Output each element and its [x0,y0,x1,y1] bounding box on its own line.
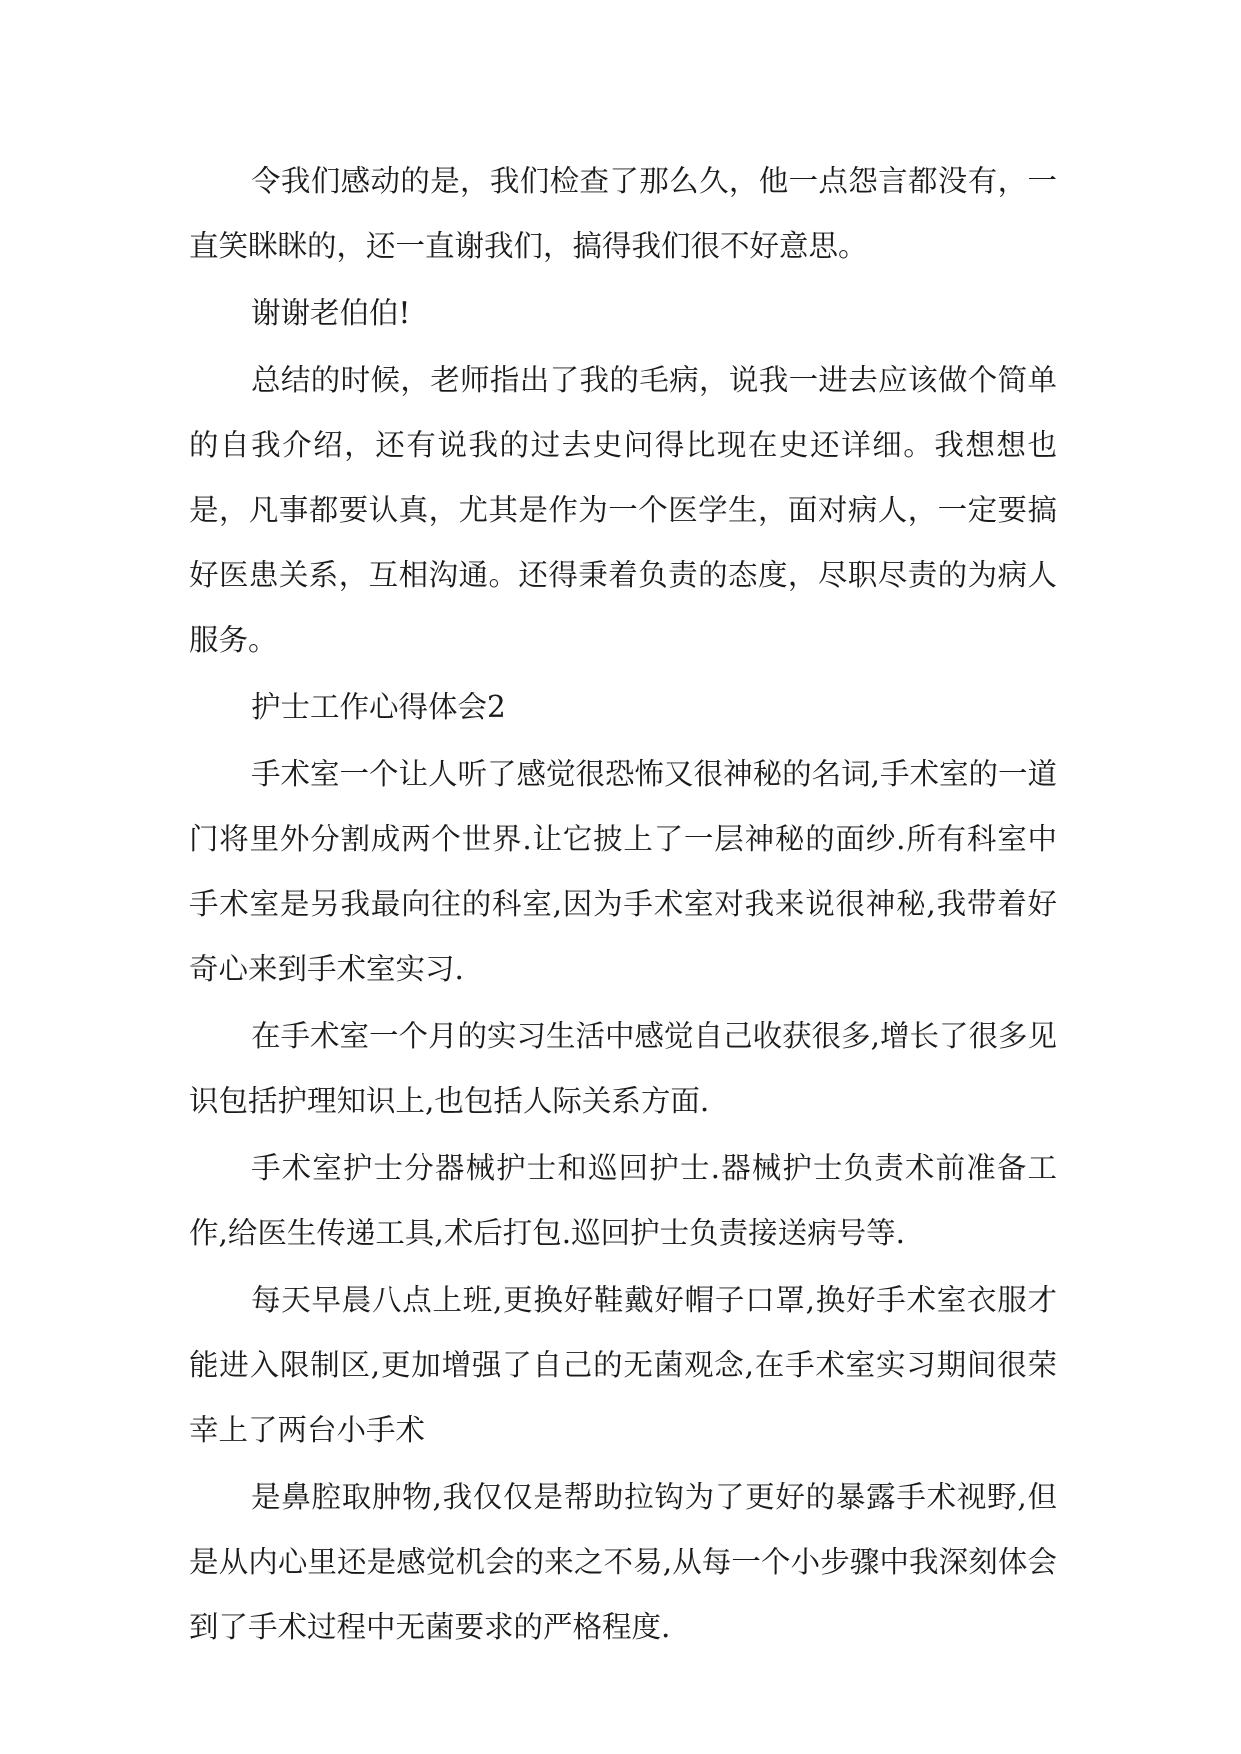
paragraph-7: 每天早晨八点上班,更换好鞋戴好帽子口罩,换好手术室衣服才能进入限制区,更加增强了自己的无菌观念,在手术室实习期间很荣幸上了两台小手术 [189,1283,1057,1447]
paragraph-1: 令我们感动的是，我们检查了那么久，他一点怨言都没有，一直笑眯眯的，还一直谢我们，搞得我们很不好意思。 [189,164,1057,263]
paragraph-2: 谢谢老伯伯! [251,296,411,330]
paragraph-3: 总结的时候，老师指出了我的毛病，说我一进去应该做个简单的自我介绍，还有说我的过去史问得比现在史还详细。我想想也是，凡事都要认真，尤其是作为一个医学生，面对病人，一定要搞好医患关系，互相沟通。还得秉着负责的态度，尽职尽责的为病人服务。 [189,363,1057,657]
paragraph-5: 在手术室一个月的实习生活中感觉自己收获很多,增长了很多见识包括护理知识上,也包括人际关系方面. [189,1019,1057,1118]
document-body [189,149,1057,1662]
section-heading: 护士工作心得体会2 [251,690,506,724]
paragraph-6: 手术室护士分器械护士和巡回护士.器械护士负责术前准备工作,给医生传递工具,术后打包.巡回护士负责接送病号等. [189,1151,1057,1250]
paragraph-8: 是鼻腔取肿物,我仅仅是帮助拉钩为了更好的暴露手术视野,但是从内心里还是感觉机会的来之不易,从每一个小步骤中我深刻体会到了手术过程中无菌要求的严格程度. [189,1480,1057,1644]
paragraph-4: 手术室一个让人听了感觉很恐怖又很神秘的名词,手术室的一道门将里外分割成两个世界.让它披上了一层神秘的面纱.所有科室中手术室是另我最向往的科室,因为手术室对我来说很神秘,我带着好奇心来到手术室实习. [189,757,1057,986]
